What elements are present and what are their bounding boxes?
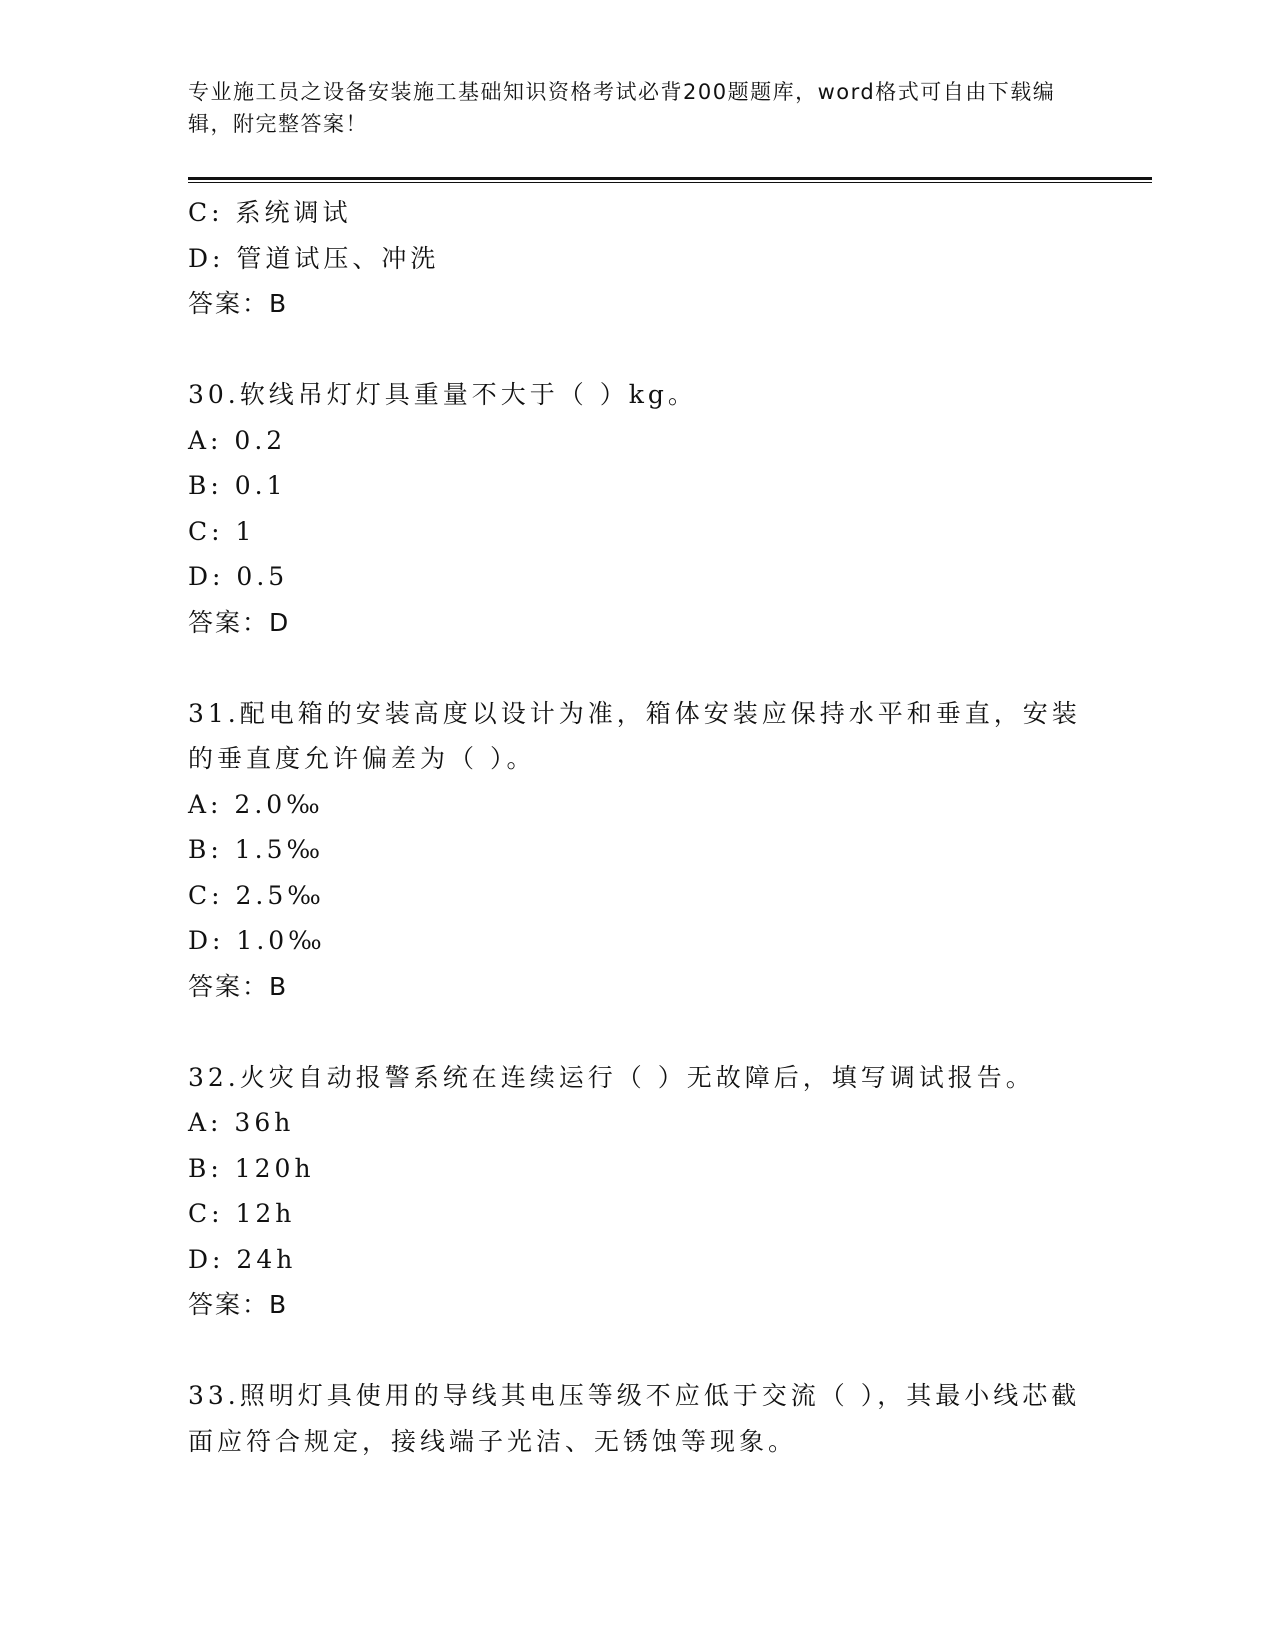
document-header-title: 专业施工员之设备安装施工基础知识资格考试必背200题题库，word格式可自由下载编辑，附完整答案！ <box>188 80 1056 136</box>
question-block-29-fragment <box>188 190 1088 327</box>
spacer <box>188 327 1088 373</box>
question-block-33 <box>188 1373 1088 1464</box>
option-c: C: 1 <box>188 516 256 546</box>
option-d: D: 24h <box>188 1244 297 1274</box>
option-a: A: 2.0‰ <box>188 789 324 819</box>
header-divider-thin <box>188 182 1152 183</box>
question-text: 32.火灾自动报警系统在连续运行（ ）无故障后，填写调试报告。 <box>188 1062 1035 1092</box>
spacer <box>188 645 1088 691</box>
option-d: D: 管道试压、冲洗 <box>188 243 440 273</box>
answer-label: 答案：B <box>188 1290 289 1319</box>
option-c: C: 2.5‰ <box>188 880 325 910</box>
answer-label: 答案：B <box>188 971 289 1001</box>
spacer <box>188 1009 1088 1055</box>
option-b: B: 120h <box>188 1153 315 1183</box>
question-text: 33.照明灯具使用的导线其电压等级不应低于交流（ ），其最小线芯截面应符合规定，接线端子光洁、无锈蚀等现象。 <box>188 1381 1081 1456</box>
question-text: 31.配电箱的安装高度以设计为准，箱体安装应保持水平和垂直，安装的垂直度允许偏差为（ ）。 <box>188 698 1081 773</box>
question-text: 30.软线吊灯灯具重量不大于（ ）kg。 <box>188 380 697 409</box>
answer-label: 答案：D <box>188 607 291 637</box>
question-block-31 <box>188 691 1088 1010</box>
option-b: B: 1.5‰ <box>188 835 325 864</box>
question-block-30 <box>188 372 1088 645</box>
option-a: A: 0.2 <box>188 425 287 455</box>
header-divider-thick <box>188 177 1152 180</box>
option-d: D: 0.5 <box>188 562 289 591</box>
answer-label: 答案：B <box>188 289 289 318</box>
question-list <box>188 190 1088 1464</box>
option-a: A: 36h <box>188 1108 295 1137</box>
spacer <box>188 1328 1088 1374</box>
option-c: C: 系统调试 <box>188 198 352 227</box>
option-d: D: 1.0‰ <box>188 926 326 955</box>
option-c: C: 12h <box>188 1199 296 1228</box>
option-b: B: 0.1 <box>188 471 287 500</box>
question-block-32 <box>188 1055 1088 1328</box>
